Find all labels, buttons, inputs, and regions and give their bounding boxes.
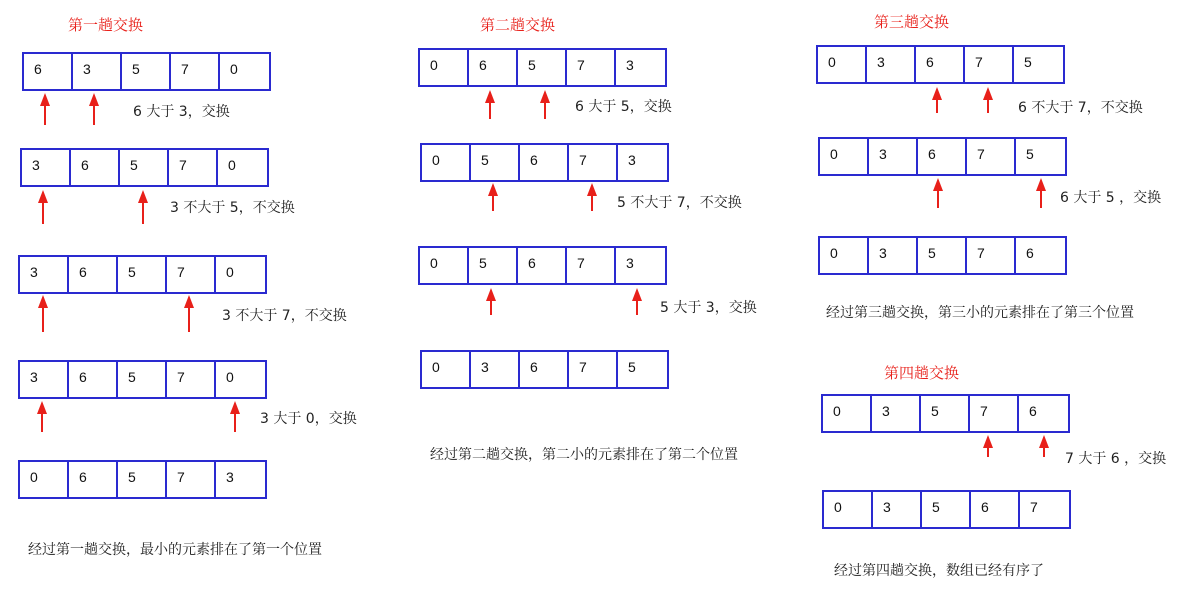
array-cell: 6 <box>69 257 118 292</box>
array-cell: 0 <box>824 492 873 527</box>
array-cell: 3 <box>873 492 922 527</box>
array-cell: 7 <box>967 238 1016 273</box>
up-arrow-icon <box>35 401 49 432</box>
array-cell: 5 <box>628 359 636 375</box>
comparison-note: 6 大于 5，交换 <box>575 99 672 115</box>
array-cell: 0 <box>818 47 867 82</box>
array-cell: 5 <box>118 257 167 292</box>
array-cell: 5 <box>918 238 967 273</box>
array-cell: 0 <box>228 157 236 173</box>
comparison-note: 5 大于 3，交换 <box>660 300 757 316</box>
array-cell: 7 <box>569 352 618 387</box>
pass-summary: 经过第四趟交换，数组已经有序了 <box>834 563 1044 579</box>
pass-title: 第四趟交换 <box>884 364 960 382</box>
array-row <box>822 490 1071 529</box>
array-cell: 0 <box>823 396 872 431</box>
array-cell: 6 <box>24 54 73 89</box>
array-cell: 6 <box>971 492 1020 527</box>
array-cell: 0 <box>230 61 238 77</box>
up-arrow-icon <box>484 288 498 315</box>
up-arrow-icon <box>585 183 599 211</box>
pass-title: 第三趟交换 <box>874 13 950 31</box>
array-cell: 5 <box>922 492 971 527</box>
array-cell: 5 <box>118 362 167 397</box>
array-cell: 3 <box>73 54 122 89</box>
array-cell: 0 <box>20 462 69 497</box>
array-cell: 3 <box>22 150 71 185</box>
array-row <box>818 236 1067 275</box>
array-cell: 7 <box>567 248 616 283</box>
array-cell: 5 <box>120 150 169 185</box>
comparison-note: 6 不大于 7，不交换 <box>1018 100 1143 116</box>
array-cell: 6 <box>1029 403 1037 419</box>
comparison-note: 7 大于 6 ，交换 <box>1065 451 1167 467</box>
up-arrow-icon <box>228 401 242 432</box>
up-arrow-icon <box>486 183 500 211</box>
array-cell: 0 <box>422 352 471 387</box>
pass-summary: 经过第一趟交换，最小的元素排在了第一个位置 <box>28 542 322 558</box>
up-arrow-icon <box>182 295 196 332</box>
comparison-note: 3 大于 0，交换 <box>260 411 357 427</box>
array-cell: 3 <box>20 362 69 397</box>
array-cell: 3 <box>869 139 918 174</box>
array-cell: 6 <box>520 352 569 387</box>
array-cell: 6 <box>69 362 118 397</box>
array-cell: 5 <box>518 50 567 85</box>
array-row <box>816 45 1065 84</box>
array-row <box>18 360 267 399</box>
array-cell: 7 <box>167 362 216 397</box>
comparison-note: 6 大于 5 ，交换 <box>1060 190 1162 206</box>
array-cell: 3 <box>20 257 69 292</box>
array-cell: 0 <box>420 50 469 85</box>
array-cell: 6 <box>69 462 118 497</box>
array-row <box>18 460 267 499</box>
array-cell: 7 <box>965 47 1014 82</box>
array-cell: 3 <box>226 469 234 485</box>
array-cell: 7 <box>1030 499 1038 515</box>
array-cell: 6 <box>469 50 518 85</box>
up-arrow-icon <box>1037 435 1051 457</box>
up-arrow-icon <box>36 295 50 332</box>
array-cell: 3 <box>869 238 918 273</box>
array-cell: 6 <box>918 139 967 174</box>
array-cell: 3 <box>626 57 634 73</box>
array-cell: 7 <box>569 145 618 180</box>
array-cell: 7 <box>167 462 216 497</box>
up-arrow-icon <box>483 90 497 119</box>
array-cell: 0 <box>420 248 469 283</box>
array-cell: 0 <box>820 139 869 174</box>
pass-title: 第二趟交换 <box>480 16 556 34</box>
array-cell: 3 <box>628 152 636 168</box>
comparison-note: 5 不大于 7，不交换 <box>617 195 742 211</box>
array-cell: 7 <box>967 139 1016 174</box>
array-row <box>420 350 669 389</box>
array-row <box>418 246 667 285</box>
array-row <box>22 52 271 91</box>
up-arrow-icon <box>930 87 944 113</box>
comparison-note: 6 大于 3，交换 <box>133 104 230 120</box>
pass-summary: 经过第二趟交换，第二小的元素排在了第二个位置 <box>430 447 738 463</box>
array-cell: 3 <box>867 47 916 82</box>
array-cell: 3 <box>471 352 520 387</box>
up-arrow-icon <box>38 93 52 125</box>
array-cell: 5 <box>1026 146 1034 162</box>
array-cell: 0 <box>226 369 234 385</box>
array-cell: 5 <box>122 54 171 89</box>
array-cell: 7 <box>171 54 220 89</box>
array-row <box>821 394 1070 433</box>
array-cell: 6 <box>71 150 120 185</box>
array-cell: 7 <box>167 257 216 292</box>
up-arrow-icon <box>931 178 945 208</box>
array-cell: 6 <box>520 145 569 180</box>
up-arrow-icon <box>87 93 101 125</box>
array-cell: 6 <box>518 248 567 283</box>
array-cell: 0 <box>226 264 234 280</box>
up-arrow-icon <box>36 190 50 224</box>
pass-summary: 经过第三趟交换，第三小的元素排在了第三个位置 <box>826 305 1134 321</box>
array-row <box>18 255 267 294</box>
array-cell: 5 <box>1024 54 1032 70</box>
array-row <box>20 148 269 187</box>
array-cell: 0 <box>820 238 869 273</box>
up-arrow-icon <box>538 90 552 119</box>
pass-title: 第一趟交换 <box>68 16 144 34</box>
array-cell: 6 <box>916 47 965 82</box>
array-cell: 6 <box>1026 245 1034 261</box>
array-cell: 5 <box>471 145 520 180</box>
up-arrow-icon <box>981 87 995 113</box>
array-cell: 3 <box>626 255 634 271</box>
array-cell: 7 <box>970 396 1019 431</box>
up-arrow-icon <box>630 288 644 315</box>
array-cell: 0 <box>422 145 471 180</box>
array-cell: 3 <box>872 396 921 431</box>
array-cell: 5 <box>118 462 167 497</box>
array-cell: 5 <box>921 396 970 431</box>
up-arrow-icon <box>136 190 150 224</box>
array-row <box>818 137 1067 176</box>
up-arrow-icon <box>981 435 995 457</box>
array-row <box>418 48 667 87</box>
comparison-note: 3 不大于 7，不交换 <box>222 308 347 324</box>
array-cell: 7 <box>567 50 616 85</box>
comparison-note: 3 不大于 5，不交换 <box>170 200 295 216</box>
array-cell: 7 <box>169 150 218 185</box>
array-cell: 5 <box>469 248 518 283</box>
array-row <box>420 143 669 182</box>
up-arrow-icon <box>1034 178 1048 208</box>
